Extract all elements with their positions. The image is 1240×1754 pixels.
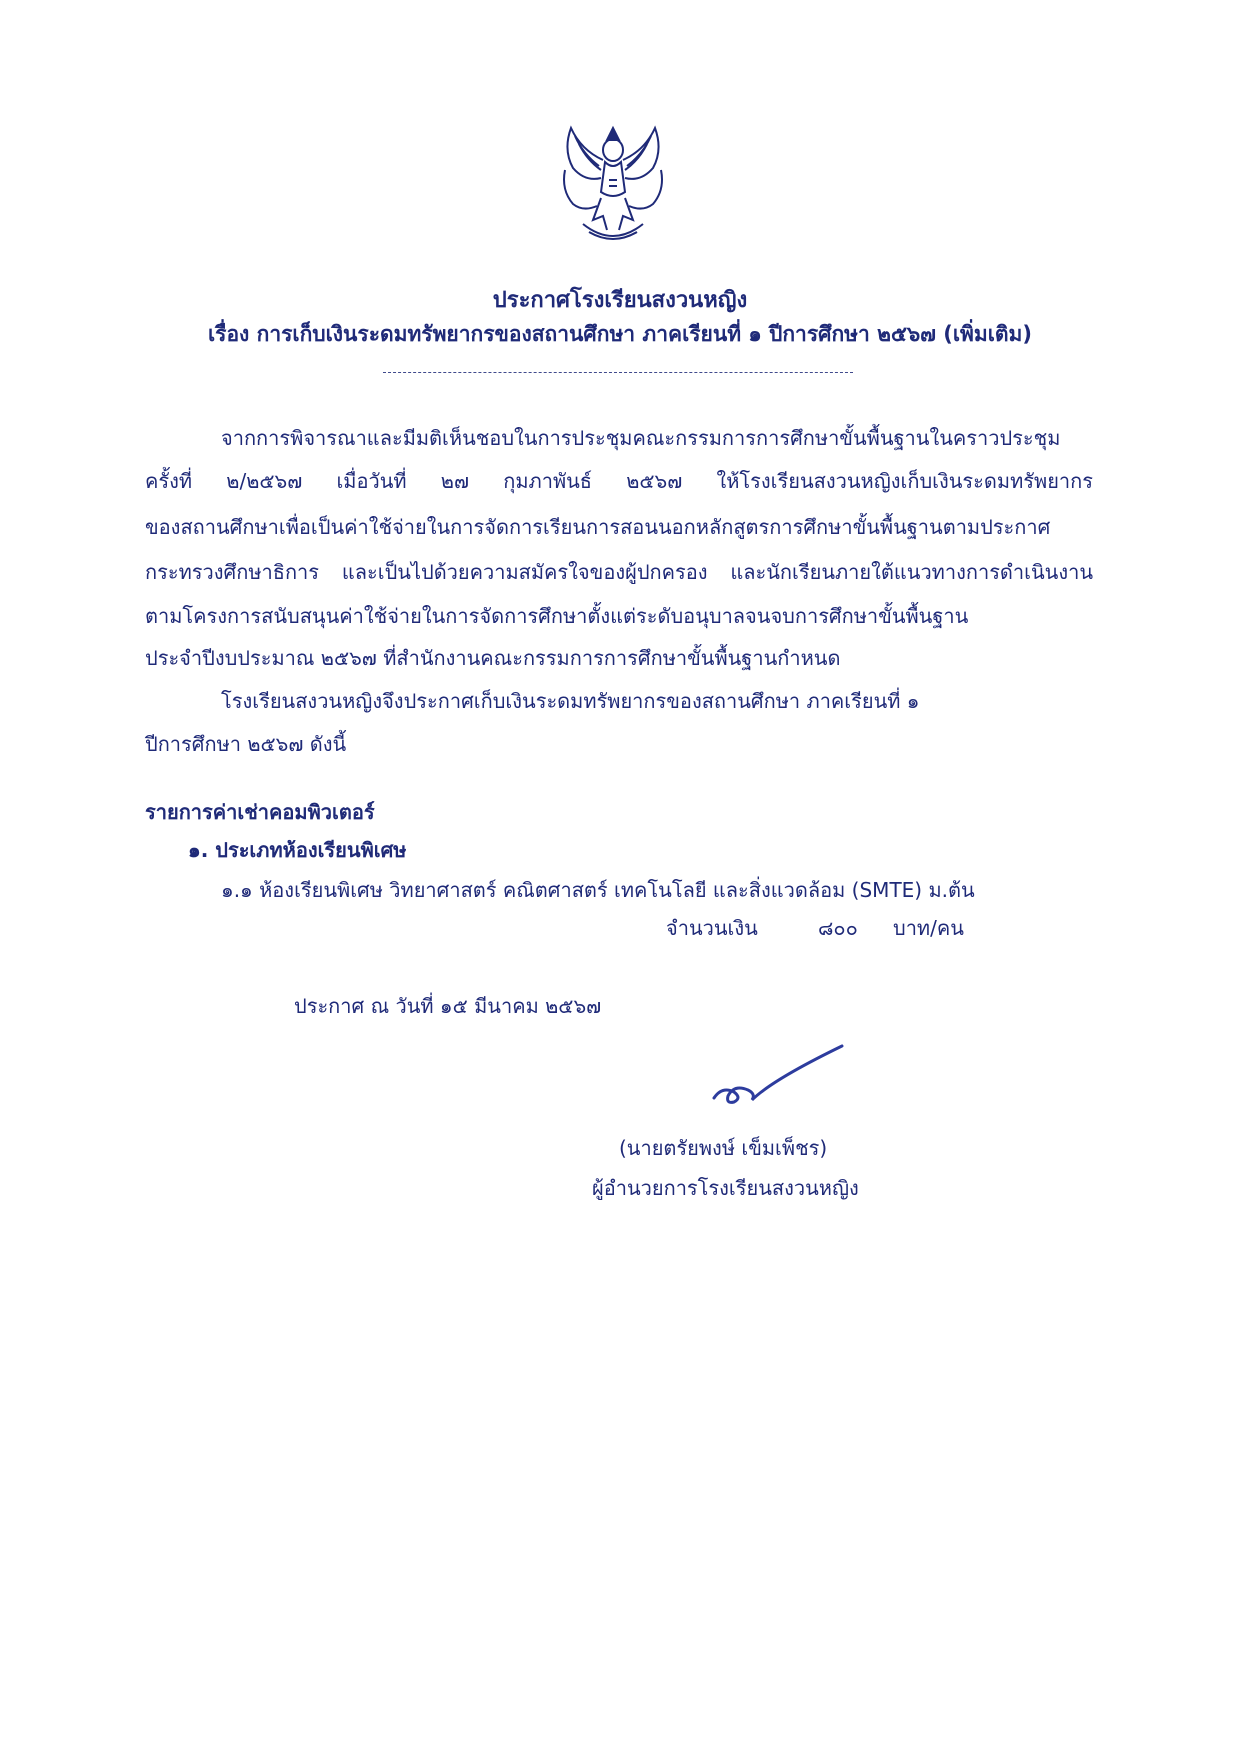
paragraph1-line: กระทรวงศึกษาธิการ และเป็นไปด้วยความสมัครใจของผู้ปกครอง และนักเรียนภายใต้แนวทางการดำเนินงาน [145, 560, 1093, 584]
announcement-subject: เรื่อง การเก็บเงินระดมทรัพยากรของสถานศึกษา ภาคเรียนที่ ๑ ปีการศึกษา ๒๕๖๗ (เพิ่มเติม) [207, 322, 1032, 346]
paragraph1-line: ประจำปีงบประมาณ ๒๕๖๗ ที่สำนักงานคณะกรรมการการศึกษาขั้นพื้นฐานกำหนด [145, 646, 841, 670]
amount-value: ๘๐๐ [818, 916, 858, 940]
handwritten-signature [712, 1040, 844, 1110]
paragraph1-line: ของสถานศึกษาเพื่อเป็นค่าใช้จ่ายในการจัดการเรียนการสอนนอกหลักสูตรการศึกษาขั้นพื้นฐานตามประกาศ [145, 515, 1051, 539]
amount-label: จำนวนเงิน [666, 916, 758, 940]
announcement-date: ประกาศ ณ วันที่ ๑๕ มีนาคม ๒๕๖๗ [294, 994, 602, 1018]
fee-category: ๑. ประเภทห้องเรียนพิเศษ [188, 838, 407, 862]
fee-item: ๑.๑ ห้องเรียนพิเศษ วิทยาศาสตร์ คณิตศาสตร์ เทคโนโลยี และสิ่งแวดล้อม (SMTE) ม.ต้น [221, 878, 975, 902]
paragraph2-line: โรงเรียนสงวนหญิงจึงประกาศเก็บเงินระดมทรัพยากรของสถานศึกษา ภาคเรียนที่ ๑ [221, 689, 920, 713]
title-divider [383, 372, 853, 373]
fee-list-title: รายการค่าเช่าคอมพิวเตอร์ [145, 800, 375, 824]
signer-name: (นายตรัยพงษ์ เข็มเพ็ชร) [619, 1136, 828, 1160]
paragraph2-line: ปีการศึกษา ๒๕๖๗ ดังนี้ [145, 732, 347, 756]
paragraph1-line: ตามโครงการสนับสนุนค่าใช้จ่ายในการจัดการศึกษาตั้งแต่ระดับอนุบาลจนจบการศึกษาขั้นพื้นฐาน [145, 604, 969, 628]
paragraph1-line: จากการพิจารณาและมีมติเห็นชอบในการประชุมคณะกรรมการการศึกษาขั้นพื้นฐานในคราวประชุม [221, 426, 1061, 450]
announcement-title: ประกาศโรงเรียนสงวนหญิง [492, 288, 748, 313]
signer-position: ผู้อำนวยการโรงเรียนสงวนหญิง [592, 1176, 859, 1200]
paragraph1-line: ครั้งที่ ๒/๒๕๖๗ เมื่อวันที่ ๒๗ กุมภาพันธ์ ๒๕๖๗ ให้โรงเรียนสงวนหญิงเก็บเงินระดมทรัพยากร [145, 469, 1093, 493]
garuda-emblem-icon [553, 120, 673, 248]
amount-unit: บาท/คน [893, 916, 964, 940]
